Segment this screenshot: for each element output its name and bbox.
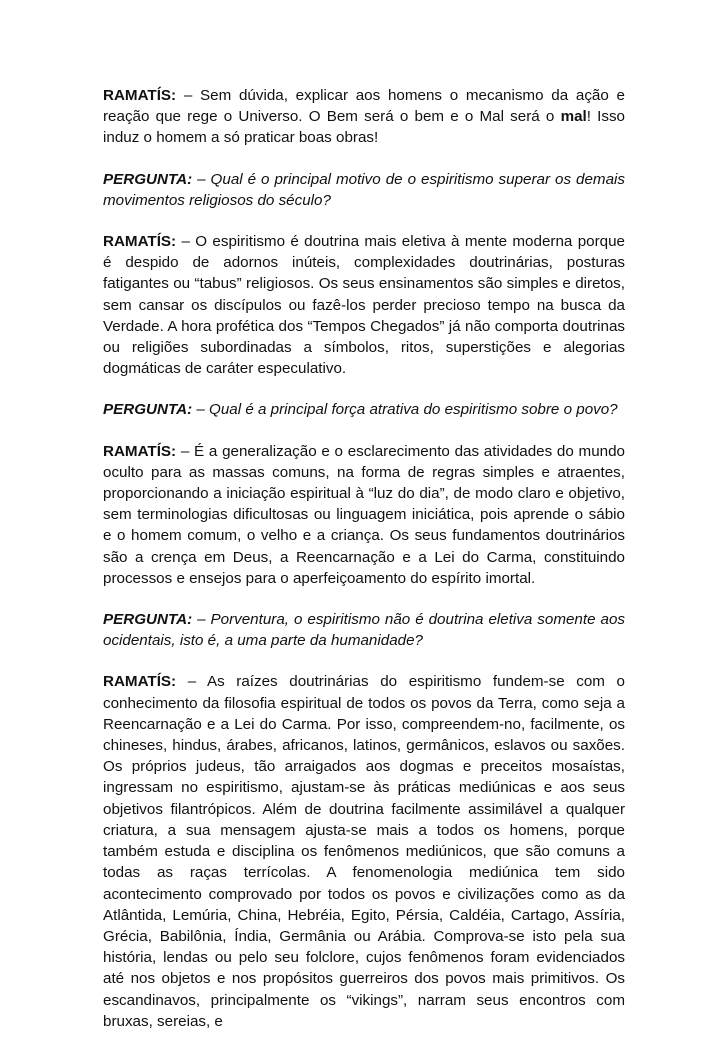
answer-paragraph <box>103 85 625 149</box>
paragraph-text: – Porventura, o espiritismo não é doutrina eletiva somente aos ocidentais, isto é, a uma parte da humanidade? <box>103 611 625 650</box>
emphasis-text: mal <box>560 108 587 126</box>
answer-paragraph <box>103 671 625 1031</box>
paragraph-text: – Qual é o principal motivo de o espiritismo superar os demais movimentos religiosos do século? <box>103 170 625 209</box>
paragraph-text: ! Isso induz o homem a só praticar boas obras! <box>103 108 625 147</box>
question-paragraph <box>103 169 625 211</box>
question-paragraph <box>103 609 625 651</box>
speaker-label: RAMATÍS: <box>103 442 177 460</box>
speaker-label: PERGUNTA: <box>103 170 193 188</box>
speaker-label: RAMATÍS: <box>103 233 177 251</box>
speaker-label: PERGUNTA: <box>103 611 193 629</box>
question-paragraph <box>103 399 625 420</box>
answer-paragraph <box>103 441 625 589</box>
paragraph-text: – As raízes doutrinárias do espiritismo fundem-se com o conhecimento da filosofia espiritual de todos os povos da Terra, como seja a Reencarnação e a Lei do Carma. Por isso, compreendem-no, facilmente, os chineses, hindus, árabes, africanos, latinos, germânicos, eslavos ou saxões. Os próprios judeus, tão arraigados aos dogmas e preceitos mosaístas, ingressam no espiritismo, ajustam-se às práticas mediúnicas e aos seus objetivos filantrópicos. Além de doutrina facilmente assimilável a qualquer criatura, a sua mensagem ajusta-se mais a todos os homens, porque também estuda e disciplina os fenômenos mediúnicos, que são comuns a todas as raças terrícolas. A fenomenologia mediúnica tem sido acontecimento comprovado por todos os povos e civilizações como as da Atlântida, Lemúria, China, Hebréia, Egito, Pérsia, Caldéia, Cartago, Assíria, Grécia, Babilônia, Índia, Germânia ou Arábia. Comprova-se isto pela sua história, lendas ou pelo seu folclore, cujos fenômenos foram evidenciados até nos objetos e nos propósitos guerreiros dos povos mais primitivos. Os escandinavos, principalmente os “vikings”, narram seus encontros com bruxas, sereias, e <box>103 673 625 1030</box>
speaker-label: RAMATÍS: <box>103 87 177 104</box>
paragraph-text: – É a generalização e o esclarecimento das atividades do mundo oculto para as massas comuns, na forma de regras simples e atraentes, proporcionando a iniciação espiritual à “luz do dia”, de modo claro e objetivo, sem terminologias dificultosas ou linguagem iniciática, pois aprende o sábio e o homem comum, o velho e a criança. Os seus fundamentos doutrinários são a crença em Deus, a Reencarnação e a Lei do Carma, constituindo processos e ensejos para o aperfeiçoamento do espírito imortal. <box>103 442 625 587</box>
paragraph-text: – Sem dúvida, explicar aos homens o mecanismo da ação e reação que rege o Universo. O Bem será o bem e o Mal será o <box>103 87 625 126</box>
answer-paragraph <box>103 231 625 379</box>
speaker-label: RAMATÍS: <box>103 673 177 691</box>
document-page <box>103 85 625 1052</box>
paragraph-text: – O espiritismo é doutrina mais eletiva à mente moderna porque é despido de adornos inúteis, complexidades doutrinárias, posturas fatigantes ou “tabus” religiosos. Os seus ensinamentos são simples e diretos, sem cansar os discípulos ou fazê-los perder precioso tempo na busca da Verdade. A hora profética dos “Tempos Chegados” já não comporta doutrinas ou religiões subordinadas a símbolos, ritos, superstições e alegorias dogmáticas de caráter especulativo. <box>103 233 625 378</box>
paragraph-text: – Qual é a principal força atrativa do espiritismo sobre o povo? <box>192 401 618 419</box>
speaker-label: PERGUNTA: <box>103 401 193 419</box>
